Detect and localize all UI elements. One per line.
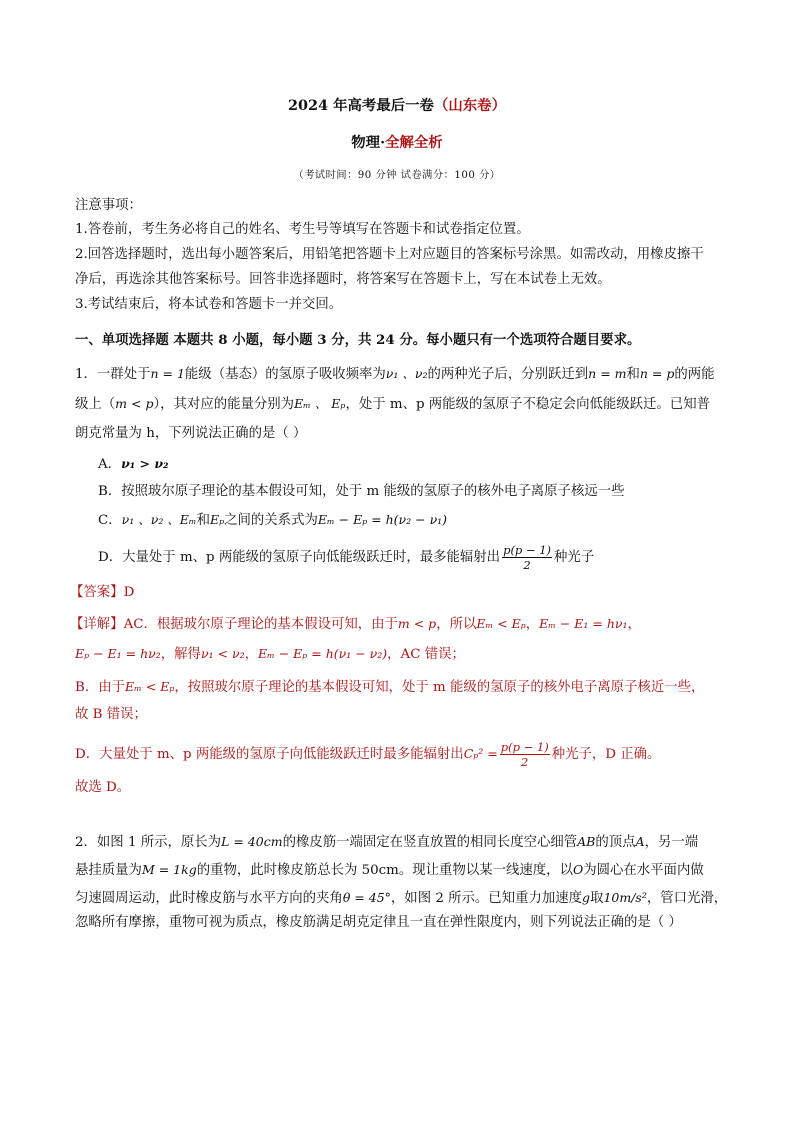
math: n = m (588, 366, 627, 381)
text: 的重物，此时橡皮筋总长为 50cm。现让重物以某一线速度，以 (196, 863, 573, 878)
text: AC．根据玻尔原子理论的基本假设可知，由于 (123, 617, 398, 632)
text: 的两种光子后，分别跃迁到 (427, 367, 589, 382)
text: 为圆心在水平面内做 (583, 863, 704, 878)
math: A (635, 834, 645, 849)
math: Eₚ − E₁ = hν₂ (75, 646, 161, 661)
text: D．大量处于 m、p 两能级的氢原子向低能级跃迁时最多能辐射出 (75, 747, 464, 762)
math: Cₚ² = (463, 746, 498, 761)
math: ν₁ 、ν₂ (385, 366, 428, 381)
q2-stem-line (75, 860, 704, 881)
math: M = 1kg (141, 862, 197, 877)
exam-title (0, 96, 794, 116)
math: Eₘ − Eₚ = h(ν₂ − ν₁) (317, 512, 448, 527)
text: 匀速圆周运动，此时橡皮筋与水平方向的夹角 (75, 891, 343, 906)
math: n = 1 (150, 366, 185, 381)
text: ，AC 错误； (387, 647, 465, 662)
text: 之间的关系式为 (224, 513, 318, 528)
text: ， (525, 617, 540, 632)
detail-label: 【详解】 (70, 617, 124, 632)
text: ，另一端 (644, 835, 699, 850)
text: 能级（基态）的氢原子吸收频率为 (184, 367, 386, 382)
notes-heading: 注意事项： (75, 198, 142, 213)
q2-stem-line (75, 888, 727, 909)
text: 的顶点 (595, 835, 636, 850)
text: 的两能 (674, 367, 715, 382)
answer-value: D (123, 585, 135, 600)
subject-title (0, 133, 794, 153)
answer-label: 【答案】 (70, 585, 124, 600)
subject-suffix: 全解全析 (385, 134, 443, 151)
text: ，如图 2 所示。已知重力加速度 (390, 891, 583, 906)
text: A． (98, 457, 122, 472)
math: 10m/s² (603, 890, 647, 905)
note-item: 2.回答选择题时，选出每小题答案后，用铅笔把答题卡上对应题目的答案标号涂黑。如需改动，用橡皮擦干 (75, 247, 704, 262)
q1-detail-line (75, 677, 704, 698)
q1-detail-line: 故 B 错误； (75, 707, 147, 722)
text: 和 (626, 367, 640, 382)
section-heading: 一、单项选择题 本题共 8 小题，每小题 3 分，共 24 分。每小题只有一个选项符合题目要求。 (75, 332, 641, 348)
text: 悬挂质量为 (75, 863, 142, 878)
fraction-denominator: 2 (521, 755, 529, 769)
q1-option-b: B．按照玻尔原子理论的基本假设可知，处于 m 能级的氢原子的核外电子离原子核远一些 (98, 484, 625, 499)
text: 的橡皮筋一端固定在竖直放置的相同长度空心细管 (282, 835, 578, 850)
text: 级上（ (75, 397, 116, 412)
math: ν₁ 、ν₂ 、Eₘ (121, 512, 197, 527)
text: C． (98, 513, 122, 528)
subject-text: 物理· (351, 134, 386, 151)
math: Eₘ − Eₚ = h(ν₁ − ν₂) (257, 646, 388, 661)
math: L = 40cm (221, 834, 283, 849)
q1-option-c (98, 510, 447, 531)
text: B．由于 (75, 680, 126, 695)
q1-detail-line (70, 614, 641, 635)
text: ，解得 (160, 647, 201, 662)
exam-info: （考试时间：90 分钟 试卷满分：100 分） (293, 170, 501, 181)
fraction (502, 543, 552, 572)
text: ），其对应的能量分别为 (153, 397, 295, 412)
math: O (572, 862, 584, 877)
q1-answer (70, 583, 134, 603)
math: Eₘ 、 Eₚ (294, 396, 346, 411)
q2-stem-line (75, 832, 698, 853)
text: ，所以 (436, 617, 477, 632)
math: ν₁ > ν₂ (121, 456, 169, 471)
q1-stem-line: 朗克常量为 h，下列说法正确的是（ ） (75, 426, 307, 441)
text: 和 (196, 513, 210, 528)
text: 种光子，D 正确。 (551, 747, 661, 762)
text: 种光子 (554, 550, 595, 565)
q1-detail-line (75, 644, 465, 665)
text: ， (244, 647, 258, 662)
math: AB (577, 834, 596, 849)
math: Eₚ (210, 512, 225, 527)
math: Eₘ < Eₚ (476, 616, 526, 631)
q1-option-d (98, 543, 594, 572)
q1-detail-line (75, 740, 660, 769)
q1-stem-line (75, 364, 715, 385)
title-province: （山东卷） (433, 97, 506, 114)
text: 1．一群处于 (75, 367, 151, 382)
q2-stem-line: 忽略所有摩擦，重物可视为质点，橡皮筋满足胡克定律且一直在弹性限度内，则下列说法正确的是（ ） (75, 915, 682, 930)
fraction-numerator: p(p − 1) (503, 543, 552, 557)
q1-option-a (98, 454, 169, 475)
math: g (582, 890, 591, 905)
title-text: 2024 年高考最后一卷 (288, 97, 434, 114)
math: Eₘ − E₁ = hν₁ (539, 616, 628, 631)
q1-detail-line: 故选 D。 (75, 780, 131, 795)
math: ν₁ < ν₂ (200, 646, 245, 661)
fraction (500, 740, 550, 769)
note-item: 净后，再选涂其他答案标号。回答非选择题时，将答案写在答题卡上，写在本试卷上无效。 (75, 272, 611, 287)
math: n = p (639, 366, 675, 381)
note-item: 1.答卷前，考生务必将自己的姓名、考生号等填写在答题卡和试卷指定位置。 (75, 222, 530, 237)
math: θ = 45° (342, 890, 391, 905)
q1-stem-line (75, 394, 710, 415)
text: ， (627, 617, 641, 632)
text: ，处于 m、p 两能级的氢原子不稳定会向低能级跃迁。已知普 (345, 397, 710, 412)
note-item: 3.考试结束后，将本试卷和答题卡一并交回。 (75, 297, 343, 312)
text: 取 (590, 891, 604, 906)
text: 2．如图 1 所示，原长为 (75, 835, 222, 850)
text: D．大量处于 m、p 两能级的氢原子向低能级跃迁时，最多能辐射出 (98, 550, 501, 565)
text: ，按照玻尔原子理论的基本假设可知，处于 m 能级的氢原子的核外电子离原子核近一些， (174, 680, 705, 695)
math: m < p (397, 616, 437, 631)
fraction-numerator: p(p − 1) (500, 740, 549, 754)
text: ，管口光滑， (646, 891, 728, 906)
fraction-denominator: 2 (523, 558, 531, 572)
math: Eₘ < Eₚ (125, 679, 175, 694)
math: m < p (115, 396, 154, 411)
